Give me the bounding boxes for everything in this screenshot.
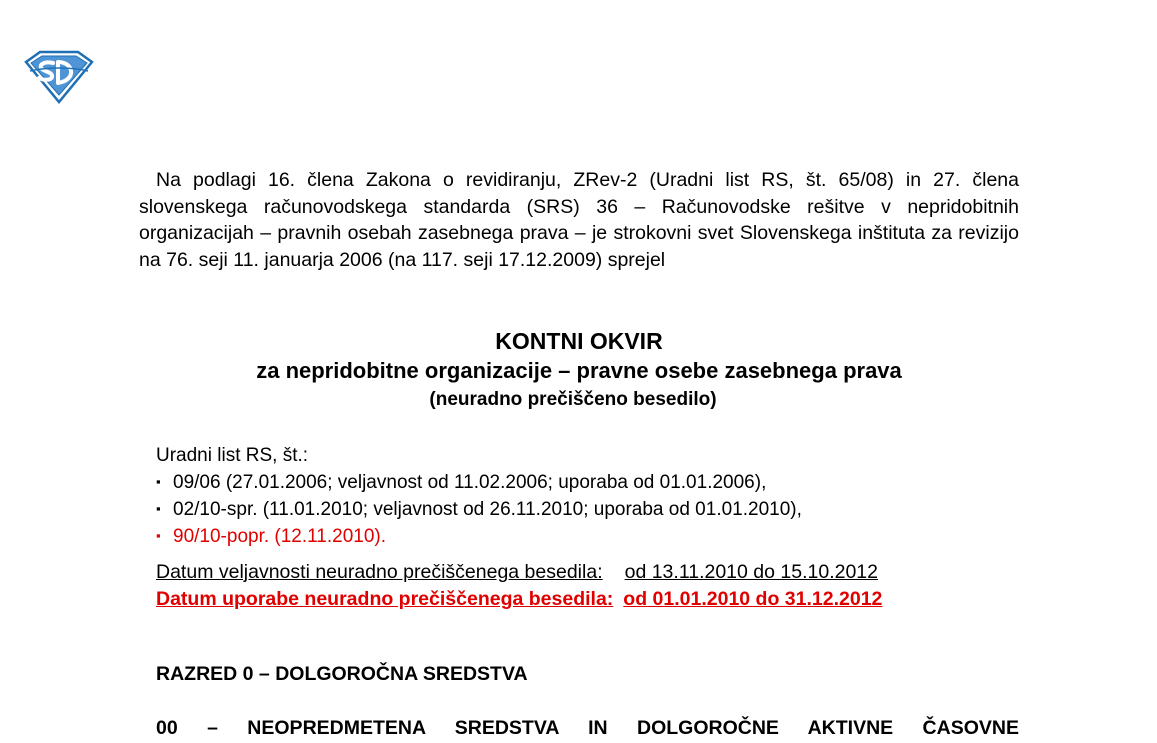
gazette-list [156, 469, 802, 550]
document-subtitle: za nepridobitne organizacije – pravne osebe zasebnega prava [256, 358, 902, 383]
gazette-item: ▪ 02/10-spr. (11.01.2010; veljavnost od 26.11.2010; uporaba od 01.01.2010), [156, 496, 802, 523]
sd-shield-logo-icon [22, 50, 96, 104]
validity-value: od 13.11.2010 do 15.10.2012 [624, 561, 878, 583]
use-label: Datum uporabe neuradno prečiščenega besedila: [156, 588, 614, 610]
validity-label: Datum veljavnosti neuradno prečiščenega besedila: [156, 561, 603, 583]
class-heading: RAZRED 0 – DOLGOROČNA SREDSTVA [156, 663, 528, 685]
gazette-heading: Uradni list RS, št.: [156, 445, 309, 466]
use-value: od 01.01.2010 do 31.12.2012 [623, 588, 883, 610]
gazette-item: ▪ 90/10-popr. (12.11.2010). [156, 523, 802, 550]
document-title: KONTNI OKVIR [495, 328, 663, 354]
gazette-item: ▪ 09/06 (27.01.2006; veljavnost od 11.02.2006; uporaba od 01.01.2006), [156, 469, 802, 496]
validity-date-row [156, 559, 882, 586]
gazette-references [156, 443, 802, 550]
intro-paragraph: Na podlagi 16. člena Zakona o revidiranju, ZRev-2 (Uradni list RS, št. 65/08) in 27. člena slovenskega računovodskega standarda (SRS) 36 – Računovodske rešitve v nepridobitnih organizacijah – pravnih osebah zasebnega prava – je strokovni svet Slovenskega inštituta za revizijo na 76. seji 11. januarja 2006 (na 117. seji 17.12.2009) sprejel [139, 169, 1019, 271]
use-date-row [156, 586, 882, 613]
validity-dates [156, 559, 882, 613]
group-heading: 00 – NEOPREDMETENA SREDSTVA IN DOLGOROČNE AKTIVNE ČASOVNE [156, 717, 1019, 739]
document-note: (neuradno prečiščeno besedilo) [429, 389, 717, 410]
title-block [139, 326, 1019, 414]
